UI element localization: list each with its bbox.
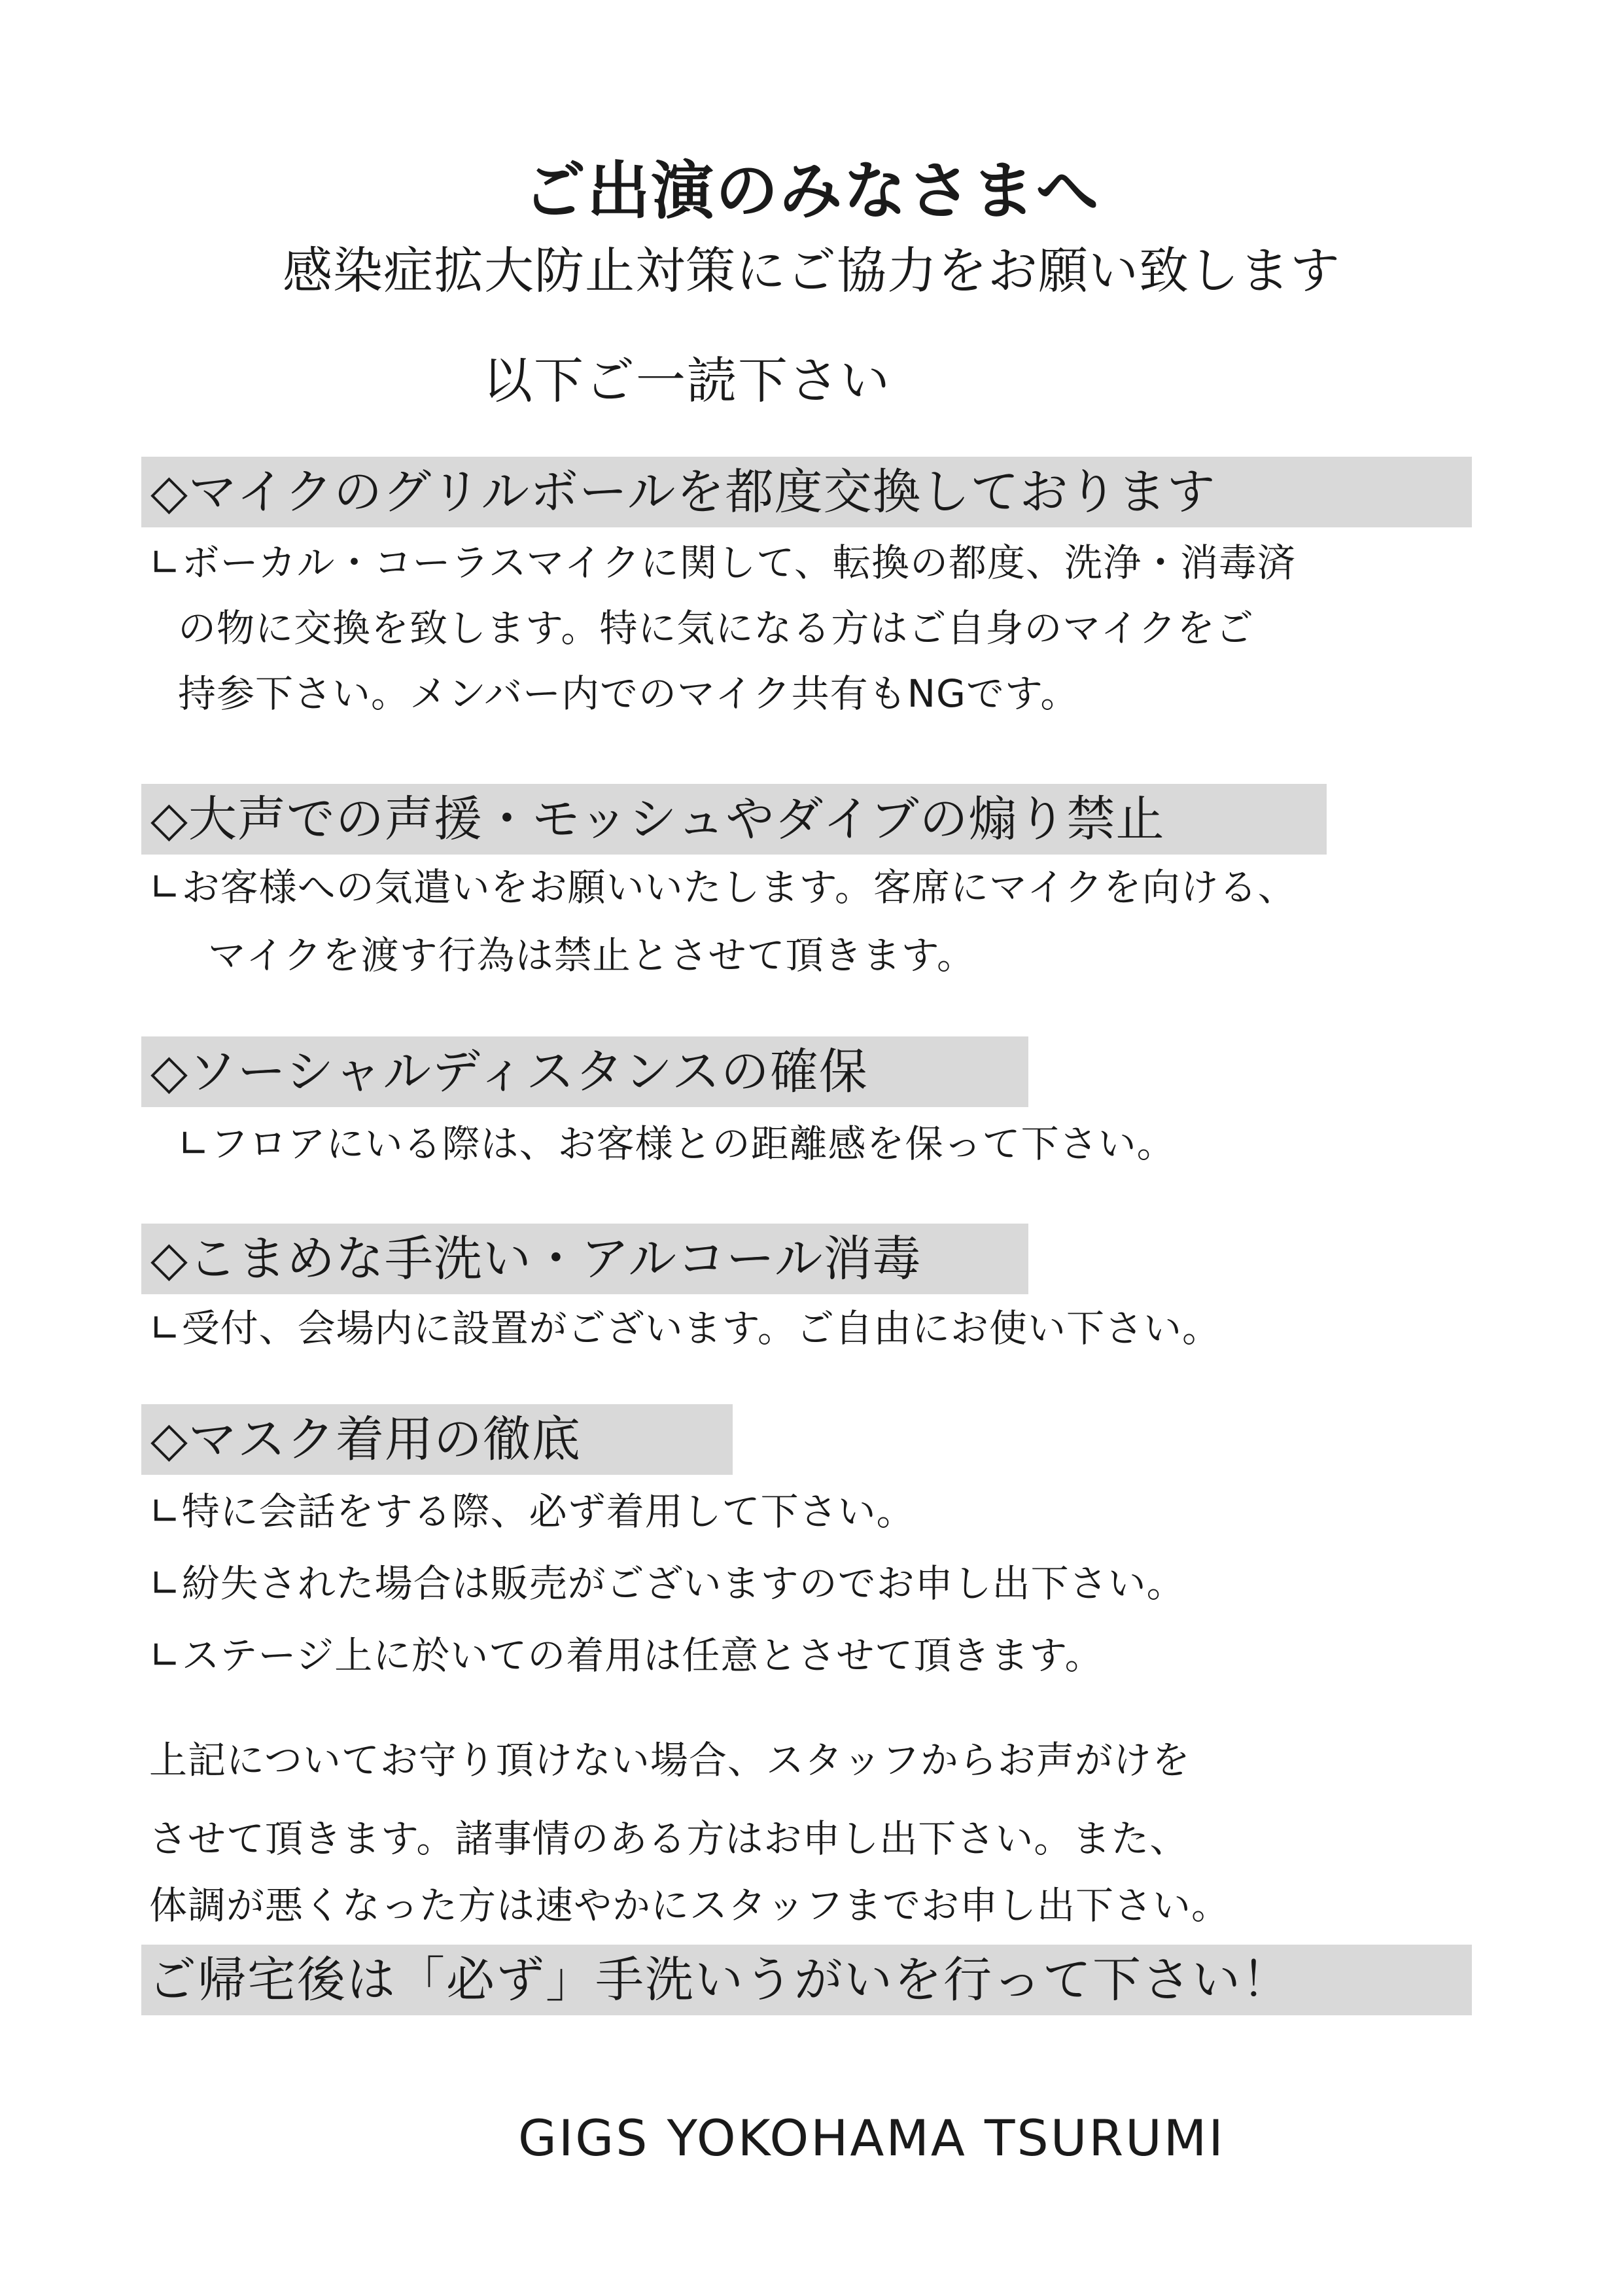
section-heading-no-shouting: ◇大声での声援・モッシュやダイブの煽り禁止 [141,784,1327,855]
section-line: ∟特に会話をする際、必ず着用して下さい。 [149,1489,915,1534]
closing-line: 上記についてお守り頂けない場合、スタッフからお声がけを [149,1738,1191,1782]
hand-wash-banner: ご帰宅後は「必ず」手洗いうがいを行って下さい！ [141,1945,1472,2015]
section-line: マイクを渡す行為は禁止とさせて頂きます。 [208,933,976,978]
section-line: ∟ボーカル・コーラスマイクに関して、転換の都度、洗浄・消毒済 [149,540,1297,585]
notice-subtitle: 感染症拡大防止対策にご協力をお願い致します [283,241,1340,300]
closing-line: 体調が悪くなった方は速やかにスタッフまでお申し出下さい。 [149,1883,1230,1928]
section-line: ∟お客様への気遣いをお願いいたします。客席にマイクを向ける、 [149,865,1297,910]
closing-line: させて頂きます。諸事情のある方はお申し出下さい。また、 [149,1816,1189,1861]
notice-title: ご出演のみなさまへ [523,154,1100,228]
read-note: 以下ご一読下さい [483,351,891,410]
venue-name: GIGS YOKOHAMA TSURUMI [518,2109,1225,2167]
section-line: ∟紛失された場合は販売がございますのでお申し出下さい。 [149,1561,1185,1606]
section-line: 持参下さい。メンバー内でのマイク共有もNGです。 [178,671,1079,716]
section-heading-masks: ◇マスク着用の徹底 [141,1404,733,1475]
section-line: ∟ステージ上に於いての着用は任意とさせて頂きます。 [149,1633,1104,1678]
section-line: ∟フロアにいる際は、お客様との距離感を保って下さい。 [178,1122,1176,1166]
section-line: ∟受付、会場内に設置がございます。ご自由にお使い下さい。 [149,1306,1221,1351]
section-heading-social-distance: ◇ソーシャルディスタンスの確保 [141,1036,1028,1107]
section-heading-microphone: ◇マイクのグリルボールを都度交換しております [141,457,1472,527]
section-heading-hand-washing: ◇こまめな手洗い・アルコール消毒 [141,1224,1028,1294]
section-line: の物に交換を致します。特に気になる方はご自身のマイクをご [178,606,1255,650]
